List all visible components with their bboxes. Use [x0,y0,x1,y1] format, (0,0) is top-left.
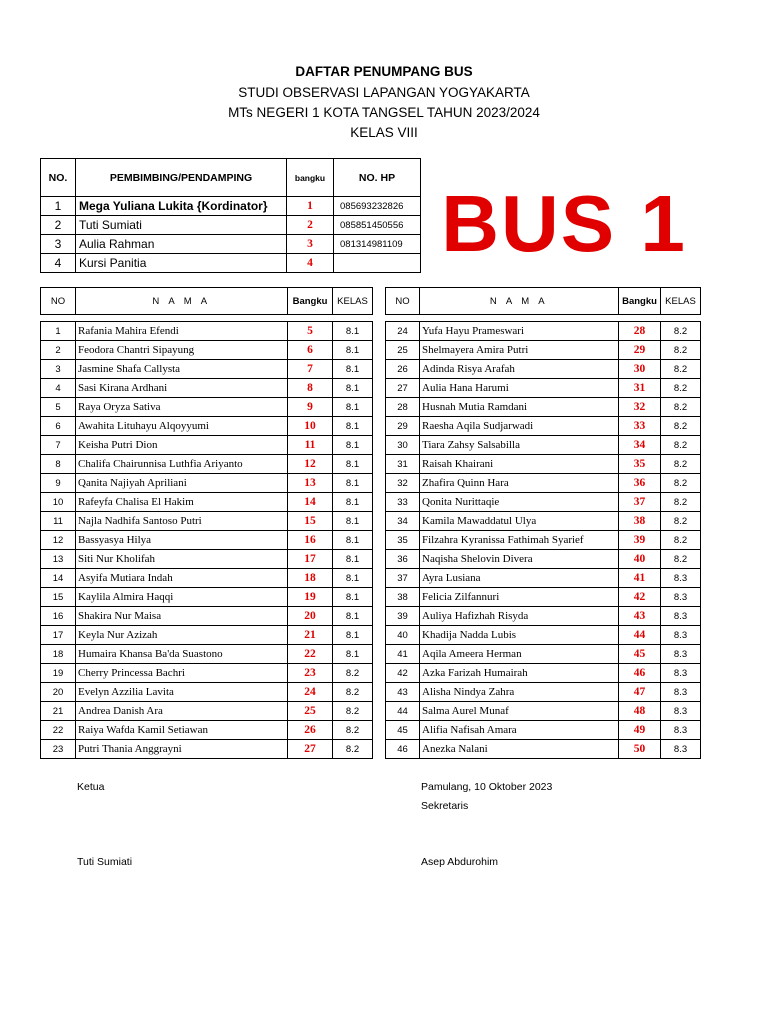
table-row [41,379,373,398]
col-header-hp: NO. HP [334,159,421,197]
class-code: 8.1 [333,512,373,531]
document-subtitle-school: MTs NEGERI 1 KOTA TANGSEL TAHUN 2023/2024 [228,105,540,120]
passenger-name: Filzahra Kyranissa Fathimah Syarief [420,531,619,550]
seat-number: 2 [287,216,334,235]
passenger-header-right [385,287,701,315]
row-number: 27 [386,379,420,398]
row-number: 21 [41,702,76,721]
table-row [386,588,701,607]
row-number: 29 [386,417,420,436]
seat-number: 41 [619,569,661,588]
seat-number: 4 [287,254,334,273]
signature-place-date: Pamulang, 10 Oktober 2023 [421,781,553,793]
row-number: 28 [386,398,420,417]
passenger-name: Alisha Nindya Zahra [420,683,619,702]
signature-name-ketua: Tuti Sumiati [77,856,133,868]
passenger-name: Husnah Mutia Ramdani [420,398,619,417]
passenger-name: Raya Oryza Sativa [76,398,288,417]
phone-number: 085693232826 [334,197,421,216]
seat-number: 9 [288,398,333,417]
seat-number: 6 [288,341,333,360]
row-number: 3 [41,360,76,379]
table-row [386,721,701,740]
class-code: 8.2 [661,398,701,417]
col-header-pembimbing: PEMBIMBING/PENDAMPING [76,159,287,197]
row-number: 25 [386,341,420,360]
row-number: 26 [386,360,420,379]
table-row [41,740,373,759]
signature-name-sekretaris: Asep Abdurohim [421,856,499,868]
pembimbing-table [40,158,421,273]
row-number: 1 [41,197,76,216]
table-row [41,360,373,379]
class-code: 8.2 [661,512,701,531]
seat-number: 21 [288,626,333,645]
seat-number: 45 [619,645,661,664]
passenger-name: Awahita Lituhayu Alqoyyumi [76,417,288,436]
class-code: 8.1 [333,569,373,588]
row-number: 32 [386,474,420,493]
passenger-name: Chalifa Chairunnisa Luthfia Ariyanto [76,455,288,474]
class-code: 8.2 [661,436,701,455]
col-header-kelas: KELAS [333,288,373,315]
bus-label: BUS 1 [441,179,687,268]
seat-number: 32 [619,398,661,417]
row-number: 13 [41,550,76,569]
class-code: 8.1 [333,474,373,493]
seat-number: 42 [619,588,661,607]
passenger-name: Kamila Mawaddatul Ulya [420,512,619,531]
seat-number: 28 [619,322,661,341]
row-number: 10 [41,493,76,512]
row-number: 44 [386,702,420,721]
table-row [41,436,373,455]
seat-number: 35 [619,455,661,474]
class-code: 8.2 [661,550,701,569]
table-row [386,550,701,569]
seat-number: 23 [288,664,333,683]
passenger-name: Keyla Nur Azizah [76,626,288,645]
document-subtitle-class: KELAS VIII [350,125,418,140]
seat-number: 26 [288,721,333,740]
passenger-name: Auliya Hafizhah Risyda [420,607,619,626]
seat-number: 16 [288,531,333,550]
passenger-name: Putri Thania Anggrayni [76,740,288,759]
seat-number: 40 [619,550,661,569]
seat-number: 43 [619,607,661,626]
signature-role-sekretaris: Sekretaris [421,800,469,812]
row-number: 18 [41,645,76,664]
row-number: 3 [41,235,76,254]
class-code: 8.1 [333,436,373,455]
col-header-no: NO [386,288,420,315]
row-number: 24 [386,322,420,341]
table-row [41,398,373,417]
passenger-name: Evelyn Azzilia Lavita [76,683,288,702]
passenger-name: Khadija Nadda Lubis [420,626,619,645]
row-number: 14 [41,569,76,588]
pembimbing-row [41,254,421,273]
class-code: 8.2 [333,740,373,759]
row-number: 15 [41,588,76,607]
table-row [386,645,701,664]
row-number: 41 [386,645,420,664]
row-number: 37 [386,569,420,588]
class-code: 8.2 [661,474,701,493]
row-number: 45 [386,721,420,740]
table-row [386,322,701,341]
document-subtitle-event: STUDI OBSERVASI LAPANGAN YOGYAKARTA [238,85,530,100]
class-code: 8.2 [661,493,701,512]
seat-number: 33 [619,417,661,436]
seat-number: 38 [619,512,661,531]
table-row [41,645,373,664]
col-header-no: NO. [41,159,76,197]
seat-number: 27 [288,740,333,759]
table-row [41,588,373,607]
passenger-name: Yufa Hayu Prameswari [420,322,619,341]
class-code: 8.1 [333,455,373,474]
passenger-name: Asyifa Mutiara Indah [76,569,288,588]
row-number: 35 [386,531,420,550]
seat-number: 5 [288,322,333,341]
seat-number: 8 [288,379,333,398]
class-code: 8.2 [661,360,701,379]
seat-number: 36 [619,474,661,493]
row-number: 2 [41,341,76,360]
row-number: 16 [41,607,76,626]
class-code: 8.2 [661,341,701,360]
class-code: 8.1 [333,322,373,341]
pembimbing-row [41,235,421,254]
seat-number: 3 [287,235,334,254]
row-number: 38 [386,588,420,607]
col-header-no: NO [41,288,76,315]
table-row [386,626,701,645]
class-code: 8.2 [333,664,373,683]
class-code: 8.3 [661,645,701,664]
class-code: 8.2 [661,379,701,398]
seat-number: 47 [619,683,661,702]
seat-number: 37 [619,493,661,512]
class-code: 8.2 [661,417,701,436]
class-code: 8.2 [661,455,701,474]
passenger-name: Qanita Najiyah Apriliani [76,474,288,493]
row-number: 33 [386,493,420,512]
passenger-name: Aqila Ameera Herman [420,645,619,664]
class-code: 8.1 [333,626,373,645]
row-number: 39 [386,607,420,626]
table-row [386,702,701,721]
seat-number: 50 [619,740,661,759]
passenger-name: Rafania Mahira Efendi [76,322,288,341]
seat-number: 22 [288,645,333,664]
seat-number: 10 [288,417,333,436]
seat-number: 39 [619,531,661,550]
passenger-name: Feodora Chantri Sipayung [76,341,288,360]
seat-number: 20 [288,607,333,626]
class-code: 8.1 [333,550,373,569]
class-code: 8.1 [333,341,373,360]
passenger-name: Shelmayera Amira Putri [420,341,619,360]
passenger-name: Humaira Khansa Ba'da Suastono [76,645,288,664]
passenger-name: Raisah Khairani [420,455,619,474]
table-row [41,341,373,360]
row-number: 34 [386,512,420,531]
row-number: 4 [41,379,76,398]
seat-number: 34 [619,436,661,455]
passenger-name: Rafeyfa Chalisa El Hakim [76,493,288,512]
table-row [386,436,701,455]
passenger-name: Azka Farizah Humairah [420,664,619,683]
row-number: 17 [41,626,76,645]
row-number: 40 [386,626,420,645]
row-number: 8 [41,455,76,474]
pembimbing-row [41,216,421,235]
passenger-name: Felicia Zilfannuri [420,588,619,607]
class-code: 8.1 [333,531,373,550]
signature-role-ketua: Ketua [77,781,105,793]
table-row [41,702,373,721]
table-row [41,607,373,626]
seat-number: 7 [288,360,333,379]
table-row [386,740,701,759]
row-number: 31 [386,455,420,474]
table-row [386,512,701,531]
passenger-name: Cherry Princessa Bachri [76,664,288,683]
table-row [41,550,373,569]
class-code: 8.3 [661,721,701,740]
table-row [386,398,701,417]
table-row [41,322,373,341]
passenger-name: Aulia Hana Harumi [420,379,619,398]
col-header-bangku: Bangku [619,288,661,315]
class-code: 8.1 [333,398,373,417]
row-number: 5 [41,398,76,417]
table-row [41,474,373,493]
class-code: 8.1 [333,645,373,664]
table-row [386,474,701,493]
col-header-bangku: Bangku [288,288,333,315]
seat-number: 31 [619,379,661,398]
passenger-name: Kaylila Almira Haqqi [76,588,288,607]
passenger-name: Anezka Nalani [420,740,619,759]
pembimbing-name: Kursi Panitia [76,254,287,273]
table-row [41,512,373,531]
table-row [386,607,701,626]
row-number: 36 [386,550,420,569]
table-row [41,664,373,683]
passenger-name: Zhafira Quinn Hara [420,474,619,493]
table-row [386,664,701,683]
seat-number: 49 [619,721,661,740]
seat-number: 1 [287,197,334,216]
class-code: 8.1 [333,360,373,379]
class-code: 8.3 [661,588,701,607]
passenger-name: Jasmine Shafa Callysta [76,360,288,379]
table-row [41,626,373,645]
class-code: 8.1 [333,493,373,512]
phone-number [334,254,421,273]
class-code: 8.3 [661,702,701,721]
row-number: 19 [41,664,76,683]
seat-number: 48 [619,702,661,721]
seat-number: 18 [288,569,333,588]
class-code: 8.1 [333,607,373,626]
table-row [41,683,373,702]
seat-number: 17 [288,550,333,569]
passenger-name: Siti Nur Kholifah [76,550,288,569]
class-code: 8.2 [333,721,373,740]
seat-number: 24 [288,683,333,702]
seat-number: 44 [619,626,661,645]
passenger-name: Naqisha Shelovin Divera [420,550,619,569]
row-number: 4 [41,254,76,273]
row-number: 30 [386,436,420,455]
row-number: 46 [386,740,420,759]
table-row [41,493,373,512]
col-header-nama: N A M A [420,288,619,315]
passenger-name: Keisha Putri Dion [76,436,288,455]
class-code: 8.3 [661,740,701,759]
seat-number: 14 [288,493,333,512]
class-code: 8.2 [333,683,373,702]
row-number: 23 [41,740,76,759]
seat-number: 13 [288,474,333,493]
class-code: 8.1 [333,417,373,436]
phone-number: 081314981109 [334,235,421,254]
passenger-name: Alifia Nafisah Amara [420,721,619,740]
row-number: 2 [41,216,76,235]
pembimbing-row [41,197,421,216]
table-row [386,417,701,436]
table-row [386,493,701,512]
class-code: 8.3 [661,626,701,645]
passenger-name: Salma Aurel Munaf [420,702,619,721]
class-code: 8.1 [333,379,373,398]
row-number: 20 [41,683,76,702]
pembimbing-name: Aulia Rahman [76,235,287,254]
passenger-name: Shakira Nur Maisa [76,607,288,626]
row-number: 9 [41,474,76,493]
seat-number: 29 [619,341,661,360]
class-code: 8.3 [661,683,701,702]
seat-number: 11 [288,436,333,455]
seat-number: 46 [619,664,661,683]
table-row [386,531,701,550]
passenger-table-right [385,321,701,759]
passenger-name: Tiara Zahsy Salsabilla [420,436,619,455]
table-row [41,417,373,436]
class-code: 8.2 [661,322,701,341]
pembimbing-name: Tuti Sumiati [76,216,287,235]
class-code: 8.1 [333,588,373,607]
phone-number: 085851450556 [334,216,421,235]
seat-number: 19 [288,588,333,607]
passenger-header-left [40,287,373,315]
row-number: 22 [41,721,76,740]
class-code: 8.3 [661,664,701,683]
passenger-name: Adinda Risya Arafah [420,360,619,379]
table-row [41,569,373,588]
seat-number: 15 [288,512,333,531]
passenger-name: Qonita Nurittaqie [420,493,619,512]
table-row [386,360,701,379]
class-code: 8.3 [661,569,701,588]
passenger-name: Bassyasya Hilya [76,531,288,550]
table-row [386,379,701,398]
table-row [41,455,373,474]
class-code: 8.3 [661,607,701,626]
col-header-bangku: bangku [287,159,334,197]
col-header-nama: N A M A [76,288,288,315]
passenger-name: Andrea Danish Ara [76,702,288,721]
passenger-name: Sasi Kirana Ardhani [76,379,288,398]
table-row [386,569,701,588]
seat-number: 12 [288,455,333,474]
row-number: 12 [41,531,76,550]
row-number: 1 [41,322,76,341]
class-code: 8.2 [661,531,701,550]
table-row [41,721,373,740]
table-row [386,683,701,702]
passenger-table-left [40,321,373,759]
col-header-kelas: KELAS [661,288,701,315]
row-number: 7 [41,436,76,455]
passenger-name: Ayra Lusiana [420,569,619,588]
row-number: 42 [386,664,420,683]
row-number: 11 [41,512,76,531]
document-title: DAFTAR PENUMPANG BUS [295,64,473,79]
seat-number: 25 [288,702,333,721]
table-row [386,455,701,474]
table-row [41,531,373,550]
passenger-name: Najla Nadhifa Santoso Putri [76,512,288,531]
class-code: 8.2 [333,702,373,721]
pembimbing-name: Mega Yuliana Lukita {Kordinator} [76,197,287,216]
passenger-name: Raesha Aqila Sudjarwadi [420,417,619,436]
passenger-name: Raiya Wafda Kamil Setiawan [76,721,288,740]
row-number: 43 [386,683,420,702]
table-row [386,341,701,360]
row-number: 6 [41,417,76,436]
seat-number: 30 [619,360,661,379]
